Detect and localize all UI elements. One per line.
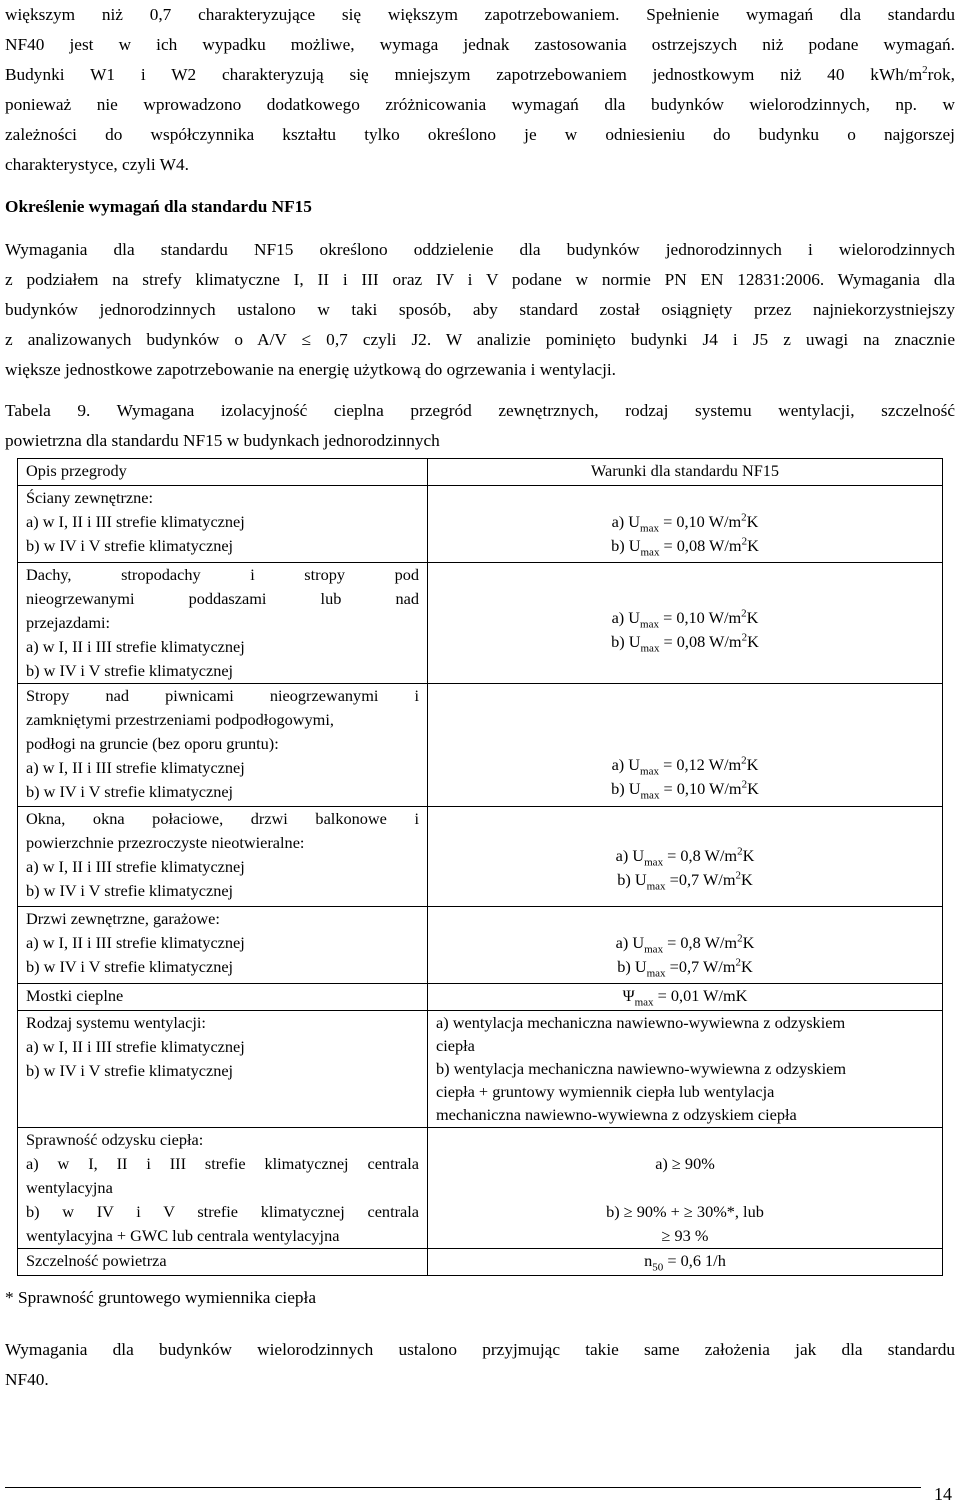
intro-paragraph — [5, 0, 955, 180]
text-line: Wymagania dla budynków wielorodzinnych ustalono przyjmując takie same założenia jak dla standardu — [5, 1340, 955, 1359]
caption-line: Tabela 9. Wymagana izolacyjność cieplna przegród zewnętrznych, rodzaj systemu wentylacji, szczelność — [5, 401, 955, 420]
text-line: zależności do współczynnika kształtu tylko określono je w odniesieniu do budynku o najgorszej — [5, 125, 955, 144]
text-line: Budynki W1 i W2 charakteryzują się mniejszym zapotrzebowaniem jednostkowym niż 40 kWh/$m^2rok$, — [5, 64, 955, 84]
text-line: większe jednostkowe zapotrzebowanie na energię użytkową do ogrzewania i wentylacji. — [5, 360, 617, 379]
text-line: charakterystyce, czyli W4. — [5, 155, 189, 174]
text-line: Wymagania dla standardu NF15 określono oddzielenie dla budynków jednorodzinnych i wielorodzinnych — [5, 240, 955, 259]
requirements-table — [17, 458, 943, 1276]
section-paragraph — [5, 235, 955, 385]
text-line: budynków jednorodzinnych ustalono w taki sposób, aby standard został osiągnięty przez najniekorzystniejszy — [5, 300, 955, 319]
table-row — [18, 1011, 943, 1128]
text-line: z podziałem na strefy klimatyczne I, II i III oraz IV i V podane w normie PN EN 12831:2006. Wymagania dla — [5, 270, 955, 289]
caption-line: powietrzna dla standardu NF15 w budynkach jednorodzinnych — [5, 431, 440, 450]
text-line: z analizowanych budynków o A/V ≤ 0,7 czyli J2. W analizie pominięto budynki J4 i J5 z uwagi na znacznie — [5, 330, 955, 349]
footer-divider — [5, 1487, 921, 1488]
table-row — [18, 486, 943, 563]
row-requirement: a) $U_{max} = 0,8$ $W/m^2K$ b) $U_{max} =0,7$ $W/m^2K$ — [428, 807, 943, 907]
page-number: 14 — [934, 1484, 952, 1504]
text-line: większym niż 0,7 charakteryzujące się większym zapotrzebowaniem. Spełnienie wymagań dla standardu — [5, 5, 955, 24]
table-row — [18, 1249, 943, 1276]
text-line: ponieważ nie wprowadzono dodatkowego zróżnicowania wymagań dla budynków wielorodzinnych, np. w — [5, 95, 955, 114]
row-requirement: a) $U_{max} = 0,8$ $W/m^2K$ b) $U_{max} =0,7$ $W/m^2K$ — [428, 907, 943, 984]
row-description: Ściany zewnętrzne: a) w I, II i III strefie klimatycznej b) w IV i V strefie klimatycznej — [18, 486, 428, 563]
row-description: Szczelność powietrza — [18, 1249, 428, 1276]
row-requirement: a) ≥ 90% b) ≥ 90% + ≥ 30%*, lub ≥ 93 % — [428, 1128, 943, 1249]
table-header-row — [18, 459, 943, 486]
row-requirement: a) $U_{max} = 0,10$ $W/m^2K$ b) $U_{max} = 0,08$ $W/m^2K$ — [428, 486, 943, 563]
table-footnote: * Sprawność gruntowego wymiennika ciepła — [5, 1288, 316, 1307]
header-cell: Opis przegrody — [18, 459, 428, 486]
table-row — [18, 1128, 943, 1249]
table-row — [18, 684, 943, 807]
row-description: Rodzaj systemu wentylacji: a) w I, II i III strefie klimatycznej b) w IV i V strefie klimatycznej — [18, 1011, 428, 1128]
table-row — [18, 984, 943, 1011]
row-requirement: $n_{50} = 0,6$ 1/h — [428, 1249, 943, 1276]
row-description: Stropy nad piwnicami nieogrzewanymi i zamkniętymi przestrzeniami podpodłogowymi, podłogi na gruncie (bez oporu gruntu): a) w I, II i III strefie klimatycznej b) w IV i V strefie klimatycznej — [18, 684, 428, 807]
section-heading: Określenie wymagań dla standardu NF15 — [5, 197, 312, 216]
row-requirement: a) $U_{max} = 0,10$ $W/m^2K$ b) $U_{max} = 0,08$ $W/m^2K$ — [428, 563, 943, 684]
table-row — [18, 807, 943, 907]
row-requirement: a) wentylacja mechaniczna nawiewno-wywiewna z odzyskiem ciepła b) wentylacja mechaniczna nawiewno-wywiewna z odzyskiem ciepła + gruntowy wymiennik ciepła lub wentylacja mechaniczna nawiewno-wywiewna z odzyskiem ciepła — [428, 1011, 943, 1128]
row-description: Drzwi zewnętrzne, garażowe: a) w I, II i III strefie klimatycznej b) w IV i V strefie klimatycznej — [18, 907, 428, 984]
text-line: NF40. — [5, 1370, 49, 1389]
table-caption — [5, 396, 955, 456]
table-row — [18, 907, 943, 984]
closing-paragraph — [5, 1335, 955, 1395]
row-description: Okna, okna połaciowe, drzwi balkonowe i powierzchnie przezroczyste nieotwieralne: a) w I, II i III strefie klimatycznej b) w IV i V strefie klimatycznej — [18, 807, 428, 907]
text-line: NF40 jest w ich wypadku możliwe, wymaga jednak zastosowania ostrzejszych niż podane wymagań. — [5, 35, 955, 54]
row-requirement: $\Psi_{max} = 0,01$ W/mK — [428, 984, 943, 1011]
row-description: Dachy, stropodachy i stropy pod nieogrzewanymi poddaszami lub nad przejazdami: a) w I, II i III strefie klimatycznej b) w IV i V strefie klimatycznej — [18, 563, 428, 684]
table-row — [18, 563, 943, 684]
row-requirement: a) $U_{max} = 0,12$ $W/m^2K$ b) $U_{max} = 0,10$ $W/m^2K$ — [428, 684, 943, 807]
row-description: Mostki cieplne — [18, 984, 428, 1011]
header-cell: Warunki dla standardu NF15 — [428, 459, 943, 486]
row-description: Sprawność odzysku ciepła: a) w I, II i III strefie klimatycznej centrala wentylacyjna b) w IV i V strefie klimatycznej centrala wentylacyjna + GWC lub centrala wentylacyjna — [18, 1128, 428, 1249]
